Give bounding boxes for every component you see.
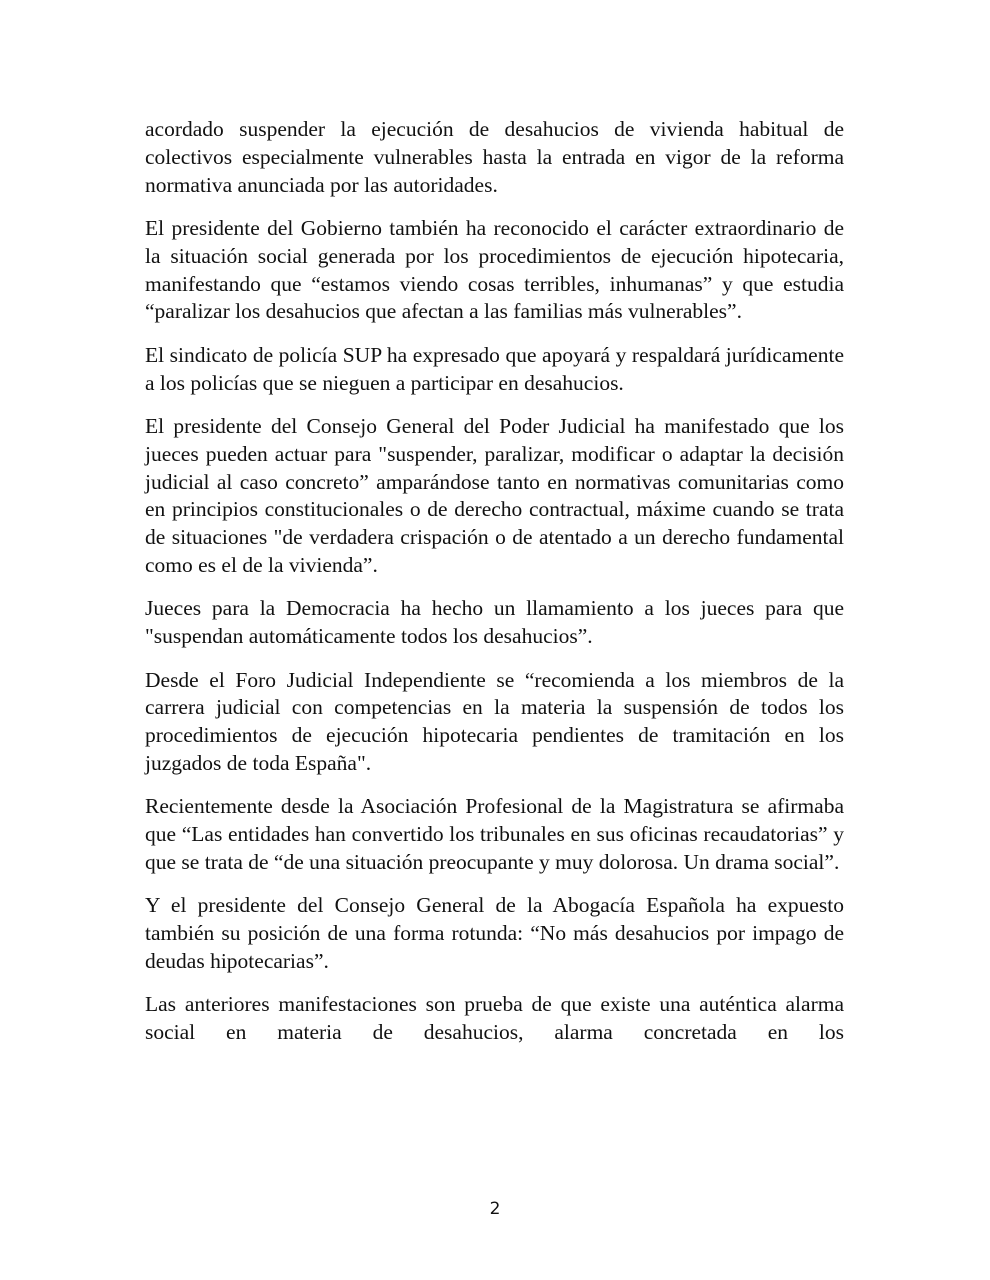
- page-number: 2: [489, 1199, 501, 1219]
- document-body: [145, 116, 844, 1062]
- paragraph-consejo-poder-judicial: El presidente del Consejo General del Poder Judicial ha manifestado que los jueces pueden actuar para "suspender, paralizar, modificar o adaptar la decisión judicial al caso concreto” amparándose tanto en normativas comunitarias como en principios constitucionales o de derecho contractual, máxime cuando se trata de situaciones "de verdadera crispación o de atentado a un derecho fundamental como es el de la vivienda”.: [145, 413, 844, 577]
- paragraph-jueces-democracia: Jueces para la Democracia ha hecho un llamamiento a los jueces para que "suspendan automáticamente todos los desahucios”.: [145, 596, 844, 649]
- paragraph-suspension-desahucios: acordado suspender la ejecución de desahucios de vivienda habitual de colectivos especialmente vulnerables hasta la entrada en vigor de la reforma normativa anunciada por las autoridades.: [145, 117, 844, 197]
- paragraph-foro-judicial: Desde el Foro Judicial Independiente se “recomienda a los miembros de la carrera judicial con competencias en la materia la suspensión de todos los procedimientos de ejecución hipotecaria pendientes de tramitación en los juzgados de toda España".: [145, 667, 844, 775]
- paragraph-presidente-gobierno: El presidente del Gobierno también ha reconocido el carácter extraordinario de la situación social generada por los procedimientos de ejecución hipotecaria, manifestando que “estamos viendo cosas terribles, inhumanas” y que estudia “paralizar los desahucios que afectan a las familias más vulnerables”.: [145, 215, 844, 324]
- paragraph-asociacion-magistratura: Recientemente desde la Asociación Profesional de la Magistratura se afirmaba que “Las entidades han convertido los tribunales en sus oficinas recaudatorias” y que se trata de “de una situación preocupante y muy dolorosa. Un drama social”.: [145, 794, 844, 874]
- paragraph-alarma-social: Las anteriores manifestaciones son prueba de que existe una auténtica alarma social en materia de desahucios, alarma concretada en los: [145, 992, 844, 1045]
- paragraph-sindicato-sup: El sindicato de policía SUP ha expresado que apoyará y respaldará jurídicamente a los policías que se nieguen a participar en desahucios.: [145, 342, 844, 395]
- paragraph-abogacia-espanola: Y el presidente del Consejo General de la Abogacía Española ha expuesto también su posición de una forma rotunda: “No más desahucios por impago de deudas hipotecarias”.: [145, 893, 844, 973]
